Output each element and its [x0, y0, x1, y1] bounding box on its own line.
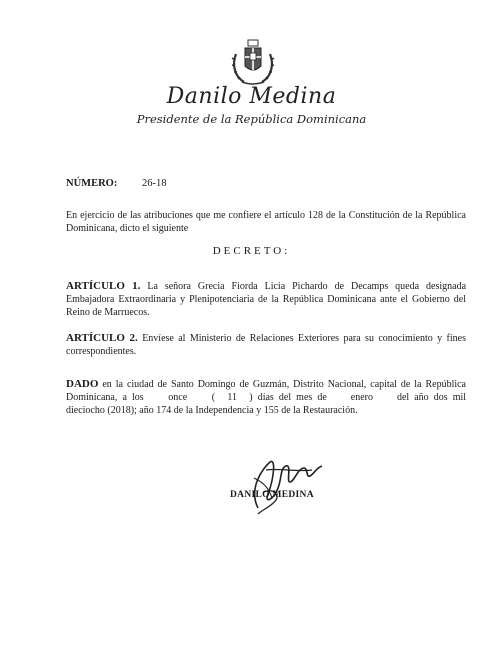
dado-paragraph	[66, 378, 466, 417]
dado-text-1: en la ciudad de Santo Domingo de Guzmán, Distrito Nacional, capital de la República Dominicana, a los	[66, 379, 466, 403]
president-name: Danilo Medina	[166, 84, 337, 109]
intro-paragraph: En ejercicio de las atribuciones que me confiere el artículo 128 de la Constitución de la República Dominicana, dicto el siguiente	[66, 210, 466, 234]
decree-number-value: 26-18	[141, 178, 167, 189]
coat-of-arms-icon	[226, 34, 280, 88]
president-title: Presidente de la República Dominicana	[136, 112, 367, 126]
article-1	[66, 280, 466, 319]
dado-text-2: días del mes de	[257, 392, 327, 403]
article-2-text: Envíese al Ministerio de Relaciones Exteriores para su conocimiento y fines correspondientes.	[66, 333, 466, 357]
decree-heading: DECRETO:	[212, 245, 291, 257]
article-2-label: ARTÍCULO 2.	[66, 332, 138, 344]
article-1-text: La señora Grecia Fiorda Licia Pichardo de Decamps queda designada Embajadora Extraordinaria y Plenipotenciaria de la República Dominicana ante el Gobierno del Reino de Marruecos.	[66, 281, 467, 318]
month: enero	[350, 392, 373, 403]
day-paren-open: (	[211, 392, 216, 403]
signature-icon	[228, 448, 328, 518]
day-paren-close: )	[249, 392, 253, 403]
dado-label: DADO	[66, 378, 99, 390]
day-words: once	[168, 392, 188, 403]
dado-text-3: del año dos mil dieciocho (2018); año 174 de la Independencia y 155 de la Restauración.	[66, 392, 467, 416]
article-1-label: ARTÍCULO 1.	[66, 280, 141, 292]
decree-number	[66, 178, 166, 189]
signer-name: DANILO MEDINA	[230, 490, 314, 500]
decree-number-label: NÚMERO:	[66, 178, 118, 189]
day-number: 11	[227, 392, 238, 403]
article-2	[66, 332, 466, 358]
